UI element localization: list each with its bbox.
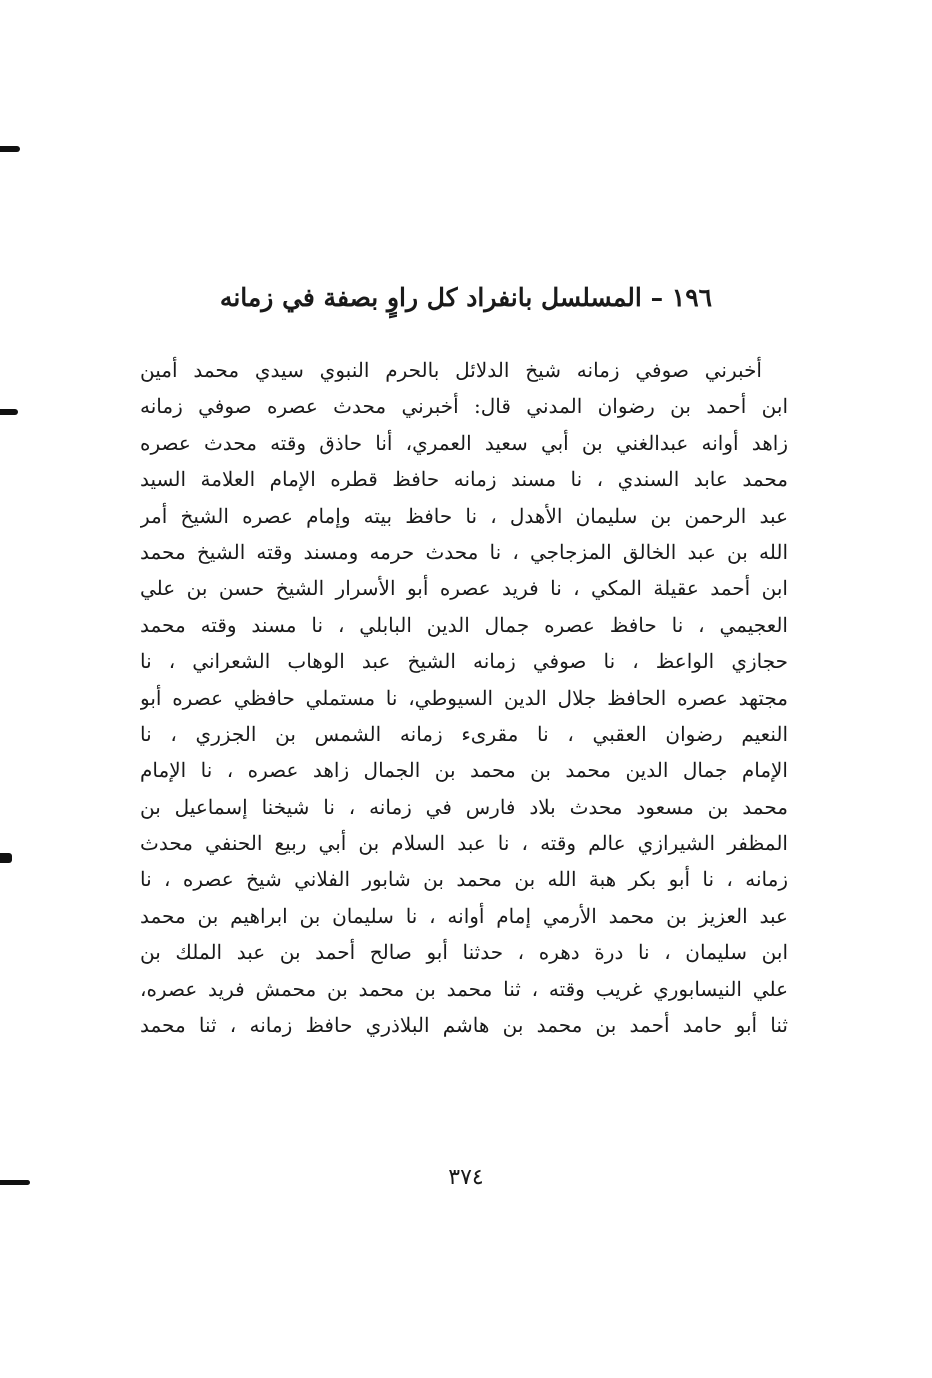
text-line: العجيمي ، نا حافظ عصره جمال الدين البابلي ، نا مسند وقته محمد xyxy=(140,612,788,637)
body-paragraph xyxy=(140,352,788,1043)
chapter-heading: ١٩٦ – المسلسل بانفراد كل راوٍ بصفة في زمانه xyxy=(219,283,713,312)
text-line: المظفر الشيرازي عالم وقته ، نا عبد السلام بن أبي ربيع الحنفي محدث xyxy=(140,831,788,856)
text-line: النعيم رضوان العقبي ، نا مقرىء زمانه الشمس بن الجزري ، نا xyxy=(140,721,788,746)
text-line: زمانه ، نا أبو بكر هبة الله بن محمد بن شابور الفلاني شيخ عصره ، نا xyxy=(140,867,788,892)
scan-edge-mark xyxy=(0,146,20,152)
page-number: ٣٧٤ xyxy=(448,1165,484,1190)
text-line: علي النيسابوري غريب وقته ، ثنا محمد بن محمد بن محمش فريد عصره، xyxy=(140,976,788,1001)
text-line: عبد الرحمن بن سليمان الأهدل ، نا حافظ بيته وإمام عصره الشيخ أمر xyxy=(140,503,788,528)
text-line: محمد عابد السندي ، نا مسند زمانه حافظ قطره الإمام العلامة السيد xyxy=(140,467,788,492)
text-line: أخبرني صوفي زمانه شيخ الدلائل بالحرم النبوي سيدي محمد أمين xyxy=(140,358,762,382)
text-line: الله بن عبد الخالق المزجاجي ، نا محدث حرمه ومسند وقته الشيخ محمد xyxy=(140,539,788,564)
text-line: ابن أحمد بن رضوان المدني قال: أخبرني محدث عصره صوفي زمانه xyxy=(140,394,788,419)
text-line: محمد بن مسعود محدث بلاد فارس في زمانه ، نا شيخنا إسماعيل بن xyxy=(140,794,788,819)
text-line: زاهد أوانه عبدالغني بن أبي سعيد العمري، أنا حاذق وقته محدث عصره xyxy=(140,430,788,455)
text-line: ابن أحمد عقيلة المكي ، نا فريد عصره أبو الأسرار الشيخ حسن بن علي xyxy=(140,576,788,601)
scan-edge-mark xyxy=(0,853,12,863)
text-line: عبد العزيز بن محمد الأرمي إمام أوانه ، نا سليمان بن ابراهيم بن محمد xyxy=(140,903,788,928)
text-line: حجازي الواعظ ، نا صوفي زمانه الشيخ عبد الوهاب الشعراني ، نا xyxy=(140,649,788,674)
text-line: مجتهد عصره الحافظ جلال الدين السيوطي، نا مستملي حافظي عصره أبو xyxy=(140,685,788,710)
text-line: الإمام جمال الدين محمد بن محمد بن الجمال زاهد عصره ، نا الإمام xyxy=(140,758,788,783)
text-line: ابن سليمان ، نا درة دهره ، حدثنا أبو صالح أحمد بن عبد الملك بن xyxy=(140,940,788,965)
scan-edge-mark xyxy=(0,409,18,415)
text-line: ثنا أبو حامد أحمد بن محمد بن هاشم البلاذري حافظ زمانه ، ثنا محمد xyxy=(140,1013,788,1038)
